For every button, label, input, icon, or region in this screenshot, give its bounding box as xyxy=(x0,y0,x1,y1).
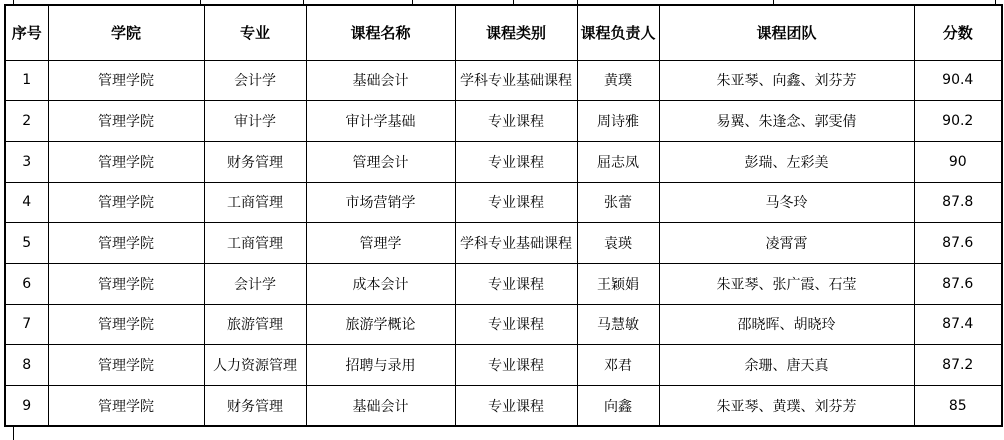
cell-course-type: 专业课程 xyxy=(455,101,577,142)
cell-major: 审计学 xyxy=(204,101,306,142)
table-row xyxy=(5,141,1002,182)
cell-score: 87.2 xyxy=(914,345,1002,386)
cell-index: 2 xyxy=(5,101,48,142)
column-header-score: 分数 xyxy=(914,5,1002,60)
cell-course-type: 专业课程 xyxy=(455,263,577,304)
table-body xyxy=(5,60,1002,426)
header-row xyxy=(5,5,1002,60)
cell-score: 87.8 xyxy=(914,182,1002,223)
cell-course-leader: 屈志凤 xyxy=(577,141,659,182)
cell-college: 管理学院 xyxy=(48,223,204,264)
cell-course-team: 易翼、朱逢念、郭雯倩 xyxy=(659,101,914,142)
cell-major: 旅游管理 xyxy=(204,304,306,345)
cell-college: 管理学院 xyxy=(48,345,204,386)
table-row xyxy=(5,263,1002,304)
cell-major: 工商管理 xyxy=(204,182,306,223)
cell-course-leader: 黄璞 xyxy=(577,60,659,101)
cell-major: 会计学 xyxy=(204,263,306,304)
cell-index: 7 xyxy=(5,304,48,345)
cell-course-type: 专业课程 xyxy=(455,304,577,345)
cell-major: 财务管理 xyxy=(204,386,306,427)
cell-college: 管理学院 xyxy=(48,263,204,304)
cell-course-name: 管理会计 xyxy=(306,141,455,182)
cell-course-team: 朱亚琴、张广霞、石莹 xyxy=(659,263,914,304)
cell-course-name: 管理学 xyxy=(306,223,455,264)
cell-college: 管理学院 xyxy=(48,60,204,101)
cell-course-leader: 周诗雅 xyxy=(577,101,659,142)
cell-score: 85 xyxy=(914,386,1002,427)
table-row xyxy=(5,386,1002,427)
column-header-course-type: 课程类别 xyxy=(455,5,577,60)
cell-index: 5 xyxy=(5,223,48,264)
cell-course-type: 学科专业基础课程 xyxy=(455,223,577,264)
cell-course-type: 专业课程 xyxy=(455,386,577,427)
cell-course-leader: 袁瑛 xyxy=(577,223,659,264)
course-score-table xyxy=(4,4,1003,427)
cell-course-team: 马冬玲 xyxy=(659,182,914,223)
table-row xyxy=(5,101,1002,142)
cell-course-team: 朱亚琴、黄璞、刘芬芳 xyxy=(659,386,914,427)
cell-score: 87.6 xyxy=(914,263,1002,304)
cell-index: 4 xyxy=(5,182,48,223)
cell-major: 人力资源管理 xyxy=(204,345,306,386)
table-row xyxy=(5,345,1002,386)
cell-score: 90 xyxy=(914,141,1002,182)
cell-course-leader: 王颖娟 xyxy=(577,263,659,304)
cell-index: 8 xyxy=(5,345,48,386)
cell-index: 3 xyxy=(5,141,48,182)
cell-course-name: 基础会计 xyxy=(306,386,455,427)
cell-course-name: 旅游学概论 xyxy=(306,304,455,345)
cell-index: 9 xyxy=(5,386,48,427)
column-header-course-leader: 课程负责人 xyxy=(577,5,659,60)
cell-course-name: 基础会计 xyxy=(306,60,455,101)
cell-course-leader: 张蕾 xyxy=(577,182,659,223)
cell-course-team: 凌霄霄 xyxy=(659,223,914,264)
table-row xyxy=(5,182,1002,223)
table-row xyxy=(5,223,1002,264)
column-header-index: 序号 xyxy=(5,5,48,60)
cell-index: 6 xyxy=(5,263,48,304)
table-row xyxy=(5,60,1002,101)
cell-course-type: 专业课程 xyxy=(455,182,577,223)
column-header-college: 学院 xyxy=(48,5,204,60)
cell-course-name: 审计学基础 xyxy=(306,101,455,142)
cell-course-leader: 马慧敏 xyxy=(577,304,659,345)
column-header-major: 专业 xyxy=(204,5,306,60)
column-header-course-team: 课程团队 xyxy=(659,5,914,60)
cell-college: 管理学院 xyxy=(48,141,204,182)
cell-course-team: 彭瑞、左彩美 xyxy=(659,141,914,182)
cell-college: 管理学院 xyxy=(48,386,204,427)
cell-major: 会计学 xyxy=(204,60,306,101)
cell-major: 工商管理 xyxy=(204,223,306,264)
cell-course-name: 市场营销学 xyxy=(306,182,455,223)
cell-score: 87.4 xyxy=(914,304,1002,345)
cell-course-type: 专业课程 xyxy=(455,141,577,182)
cell-major: 财务管理 xyxy=(204,141,306,182)
cell-course-team: 朱亚琴、向鑫、刘芬芳 xyxy=(659,60,914,101)
cell-score: 90.4 xyxy=(914,60,1002,101)
cell-score: 87.6 xyxy=(914,223,1002,264)
cell-course-type: 学科专业基础课程 xyxy=(455,60,577,101)
cell-index: 1 xyxy=(5,60,48,101)
cell-college: 管理学院 xyxy=(48,304,204,345)
cell-course-team: 余珊、唐天真 xyxy=(659,345,914,386)
cell-course-leader: 邓君 xyxy=(577,345,659,386)
cell-course-team: 邵晓晖、胡晓玲 xyxy=(659,304,914,345)
cell-score: 90.2 xyxy=(914,101,1002,142)
cell-course-leader: 向鑫 xyxy=(577,386,659,427)
cutoff-gridline xyxy=(13,426,14,440)
table-row xyxy=(5,304,1002,345)
cell-course-name: 招聘与录用 xyxy=(306,345,455,386)
column-header-course-name: 课程名称 xyxy=(306,5,455,60)
cell-course-name: 成本会计 xyxy=(306,263,455,304)
cell-course-type: 专业课程 xyxy=(455,345,577,386)
cell-college: 管理学院 xyxy=(48,101,204,142)
cell-college: 管理学院 xyxy=(48,182,204,223)
